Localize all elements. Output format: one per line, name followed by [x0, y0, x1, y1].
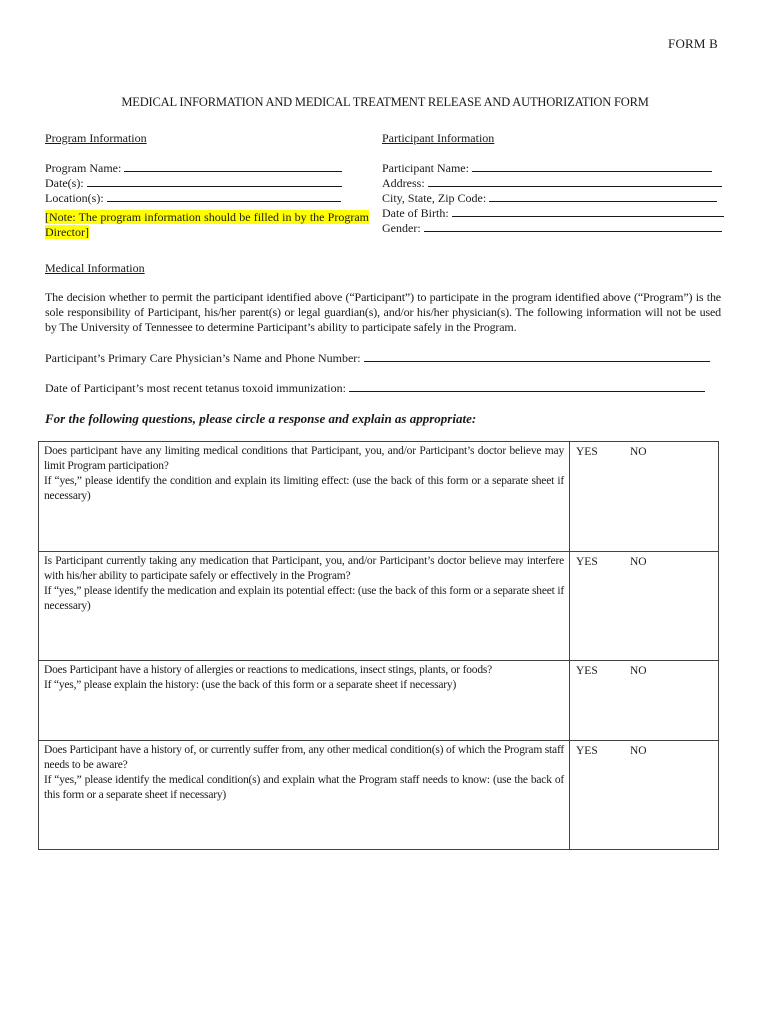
- tetanus-blank[interactable]: [349, 380, 705, 392]
- no-option[interactable]: NO: [630, 665, 647, 677]
- physician-blank[interactable]: [364, 350, 710, 362]
- question-followup: If “yes,” please explain the history: (use the back of this form or a separate sheet if necessary): [44, 679, 457, 691]
- question-row: [39, 741, 719, 850]
- question-text: [39, 552, 570, 661]
- medical-info-paragraph: The decision whether to permit the participant identified above (“Participant”) to participate in the program identified above (“Program”) is the sole responsibility of Participant, his/her parent(s) or legal guardian(s), and/or his/her physician(s). The following information will not be used by The University of Tennessee to determine Participant’s ability to participate safely in the Program.: [45, 290, 721, 334]
- participant-city-label: City, State, Zip Code:: [382, 191, 487, 205]
- question-row: [39, 442, 719, 552]
- participant-name-label: Participant Name:: [382, 161, 469, 175]
- instruction-text: For the following questions, please circle a response and explain as appropriate:: [45, 411, 477, 426]
- participant-address-blank[interactable]: [428, 175, 722, 187]
- question-text: [39, 442, 570, 552]
- question-row: [39, 552, 719, 661]
- question-prompt: Does Participant have a history of, or currently suffer from, any other medical condition(s) of which the Program staff needs to be aware?: [44, 744, 564, 771]
- tetanus-label: Date of Participant’s most recent tetanus toxoid immunization:: [45, 381, 346, 395]
- participant-dob-field[interactable]: [382, 205, 724, 221]
- program-dates-blank[interactable]: [87, 175, 342, 187]
- program-name-label: Program Name:: [45, 161, 122, 175]
- question-prompt: Does Participant have a history of allergies or reactions to medications, insect stings, plants, or foods?: [44, 664, 493, 676]
- program-director-note: [45, 210, 369, 240]
- physician-label: Participant’s Primary Care Physician’s Name and Phone Number:: [45, 351, 361, 365]
- no-option[interactable]: NO: [630, 745, 647, 757]
- program-name-blank[interactable]: [124, 160, 342, 172]
- participant-gender-field[interactable]: [382, 220, 722, 236]
- answer-cell: [570, 552, 719, 661]
- no-option[interactable]: NO: [630, 446, 647, 458]
- program-dates-label: Date(s):: [45, 176, 84, 190]
- answer-cell: [570, 741, 719, 850]
- answer-cell: [570, 442, 719, 552]
- participant-address-label: Address:: [382, 176, 425, 190]
- program-name-field[interactable]: [45, 160, 342, 176]
- program-dates-field[interactable]: [45, 175, 342, 191]
- participant-dob-label: Date of Birth:: [382, 206, 449, 220]
- question-text: [39, 661, 570, 741]
- participant-dob-blank[interactable]: [452, 205, 724, 217]
- medical-info-heading: Medical Information: [45, 261, 145, 275]
- yes-option[interactable]: YES: [576, 665, 598, 677]
- question-followup: If “yes,” please identify the condition and explain its limiting effect: (use the back of this form or a separate sheet if necessary): [44, 475, 564, 502]
- form-id: FORM B: [668, 36, 718, 51]
- yes-option[interactable]: YES: [576, 745, 598, 757]
- document-title: MEDICAL INFORMATION AND MEDICAL TREATMENT RELEASE AND AUTHORIZATION FORM: [121, 95, 649, 109]
- participant-name-field[interactable]: [382, 160, 712, 176]
- questions-table: [38, 441, 719, 850]
- participant-gender-blank[interactable]: [424, 220, 722, 232]
- program-info-heading: Program Information: [45, 131, 147, 145]
- yes-option[interactable]: YES: [576, 446, 598, 458]
- physician-field[interactable]: [45, 350, 710, 366]
- question-followup: If “yes,” please identify the medical condition(s) and explain what the Program staff needs to know: (use the back of this form or a separate sheet if necessary): [44, 774, 564, 801]
- answer-cell: [570, 661, 719, 741]
- participant-city-blank[interactable]: [489, 190, 717, 202]
- note-highlight: [Note: The program information should be filled in by the Program Director]: [45, 210, 369, 239]
- participant-gender-label: Gender:: [382, 221, 421, 235]
- question-text: [39, 741, 570, 850]
- question-row: [39, 661, 719, 741]
- participant-address-field[interactable]: [382, 175, 722, 191]
- no-option[interactable]: NO: [630, 556, 647, 568]
- question-prompt: Is Participant currently taking any medication that Participant, you, and/or Participant’s doctor believe may interfere with his/her ability to participate safely or effectively in the Program?: [44, 555, 564, 582]
- participant-info-heading: Participant Information: [382, 131, 495, 145]
- program-location-label: Location(s):: [45, 191, 104, 205]
- program-location-blank[interactable]: [107, 190, 341, 202]
- participant-city-field[interactable]: [382, 190, 717, 206]
- question-prompt: Does participant have any limiting medical conditions that Participant, you, and/or Participant’s doctor believe may limit Program participation?: [44, 445, 564, 472]
- tetanus-field[interactable]: [45, 380, 705, 396]
- participant-name-blank[interactable]: [472, 160, 712, 172]
- yes-option[interactable]: YES: [576, 556, 598, 568]
- question-followup: If “yes,” please identify the medication and explain its potential effect: (use the back of this form or a separate sheet if necessary): [44, 585, 564, 612]
- program-location-field[interactable]: [45, 190, 341, 206]
